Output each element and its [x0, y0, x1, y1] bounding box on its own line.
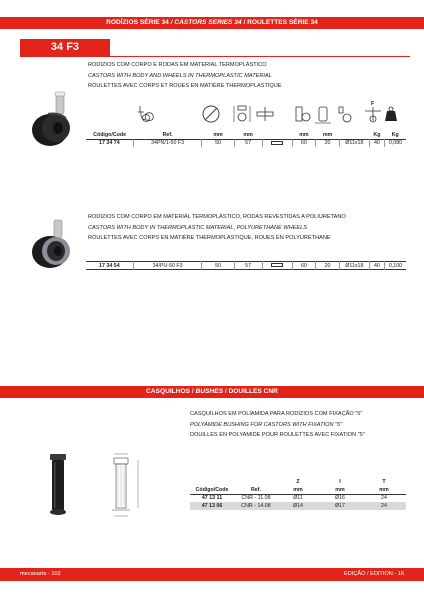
col-letter-t: T [382, 479, 386, 485]
castor-image-black [28, 90, 76, 150]
product1-desc-pt: RODÍZIOS COM CORPO E RODAS EM MATERIAL TERMOPLÁSTICO [88, 62, 267, 68]
bushes-band-pt: CASQUILHOS / [146, 388, 194, 395]
bushes-band-fr: / DOUILLES CNR [224, 388, 278, 395]
cell-t: 24 [381, 495, 387, 502]
col-offset: mm [299, 131, 309, 138]
cell-fixation [262, 139, 292, 147]
bushes-table [190, 478, 406, 510]
table-letter-row [190, 478, 406, 486]
cell-z: Ø11 [293, 495, 303, 502]
col-ref: Ref. [162, 131, 173, 138]
wheel-width-icon [312, 103, 334, 125]
product2-desc [88, 214, 346, 242]
bushes-band [0, 386, 424, 398]
product2-desc-fr: ROULETTES AVEC CORPS EN MATIÈRE THERMOPLASTIQUE, ROUES EN POLYURÉTHANE [88, 235, 331, 241]
tag-underline [20, 56, 410, 57]
cell-ref: 34/PU-50 F3 [133, 262, 202, 270]
cell-load: 40 [369, 139, 384, 147]
header-band-en: / CASTORS SERIES 34 [170, 19, 242, 26]
product2-table [86, 261, 406, 270]
col-z: mm [293, 486, 303, 493]
product1-desc-fr: ROULETTES AVEC CORPS ET ROUES EN MATIÈRE THERMOPLASTIQUE [88, 83, 282, 89]
cell-ref: CNR - 11.08 [241, 495, 271, 502]
castor-image-grey [28, 218, 76, 272]
col-ref: Ref. [250, 486, 261, 493]
col-letter-i: I [339, 479, 341, 485]
footer-right: EDIÇÃO / EDITION - 16 [344, 571, 404, 577]
cell-diameter: 50 [202, 262, 234, 270]
table-row [86, 262, 406, 270]
footer-left: mecanarte - 102 [20, 571, 61, 577]
bush-image [42, 452, 74, 518]
cell-offset: 60 [292, 262, 316, 270]
swivel-castor-icon [134, 103, 156, 125]
stem-dimensions-icon [334, 103, 356, 125]
force-label: F [371, 101, 375, 107]
product1-desc-en: CASTORS WITH BODY AND WHEELS IN THERMOPLASTIC MATERIAL [88, 72, 272, 79]
cell-width: 20 [316, 139, 340, 147]
cell-ref: 34PN/1-50 F3 [133, 139, 202, 147]
product2-desc-en: CASTORS WITH BODY IN THERMOPLASTIC MATERIAL, POLYURETHANE WHEELS [88, 224, 307, 231]
table-row [190, 502, 406, 510]
cell-stem: Ø11x18 [339, 262, 369, 270]
cell-code: 17 34 54 [99, 262, 120, 269]
col-i: mm [335, 486, 345, 493]
table-header [86, 131, 406, 139]
cell-code: 47 13 11 [201, 495, 223, 502]
col-fixation [262, 131, 292, 139]
product1-desc [88, 62, 282, 90]
product1-icons [88, 103, 406, 131]
col-diameter: mm [213, 131, 223, 138]
header-band [0, 17, 424, 29]
bushes-band-en: BUSHES [195, 388, 223, 395]
cell-ref: CNR - 14.08 [234, 502, 278, 510]
table-row [190, 494, 406, 502]
offset-icon [292, 103, 314, 125]
cell-t: 24 [362, 502, 406, 510]
cell-stem: Ø11x18 [339, 139, 369, 147]
cell-z: Ø14 [278, 502, 318, 510]
product1-table [86, 131, 406, 147]
cell-i: Ø16 [334, 495, 345, 502]
cell-code: 47 13 06 [190, 502, 234, 510]
col-height: mm [243, 131, 253, 138]
plate-rect-icon [271, 141, 283, 145]
col-code: Código/Code [195, 486, 229, 493]
col-letter-z: Z [296, 479, 300, 485]
table-header [190, 486, 406, 494]
product2-desc-pt: RODÍZIOS COM CORPO EM MATERIAL TERMOPLÁSTICO, RODAS REVESTIDAS A POLIURETANO [88, 214, 346, 220]
bush-drawing [104, 452, 154, 522]
cell-diameter: 50 [202, 139, 234, 147]
bushes-desc [190, 411, 365, 439]
col-width: mm [322, 131, 333, 138]
header-band-fr: / ROULETTES SÉRIE 34 [243, 19, 318, 26]
cell-fixation [262, 262, 292, 270]
bushes-desc-pt: CASQUILHOS EM POLIAMIDA PARA RODÍZIOS COM FIXAÇÃO "5" [190, 411, 363, 417]
table-row [86, 139, 406, 147]
col-load: Kg [373, 131, 381, 138]
fixation-plate-icon [254, 103, 276, 125]
overall-height-icon [231, 103, 253, 125]
series-tag: 34 F3 [20, 39, 110, 56]
col-weight: Kg [391, 131, 399, 138]
weight-icon [380, 103, 402, 125]
cell-offset: 60 [292, 139, 316, 147]
bushes-desc-en: POLYAMIDE BUSHING FOR CASTORS WITH FIXATION "5" [190, 421, 343, 428]
col-code: Código/Code [93, 131, 127, 138]
cell-height: 57 [234, 139, 262, 147]
plate-rect-icon [271, 263, 283, 267]
col-t: mm [379, 486, 389, 493]
cell-height: 57 [234, 262, 262, 270]
bushes-desc-fr: DOUILLES EN POLYAMIDE POUR ROULETTES AVEC FIXATION "5" [190, 432, 365, 438]
cell-width: 20 [316, 262, 340, 270]
cell-load: 40 [369, 262, 384, 270]
cell-weight: 0,100 [384, 262, 406, 270]
cell-weight: 0,080 [384, 139, 406, 147]
cell-i: Ø17 [318, 502, 362, 510]
cell-code: 17 34 74 [99, 140, 120, 147]
header-band-pt: RODÍZIOS SÉRIE 34 [106, 19, 169, 26]
wheel-diameter-icon [200, 103, 222, 125]
col-stem [339, 131, 369, 139]
